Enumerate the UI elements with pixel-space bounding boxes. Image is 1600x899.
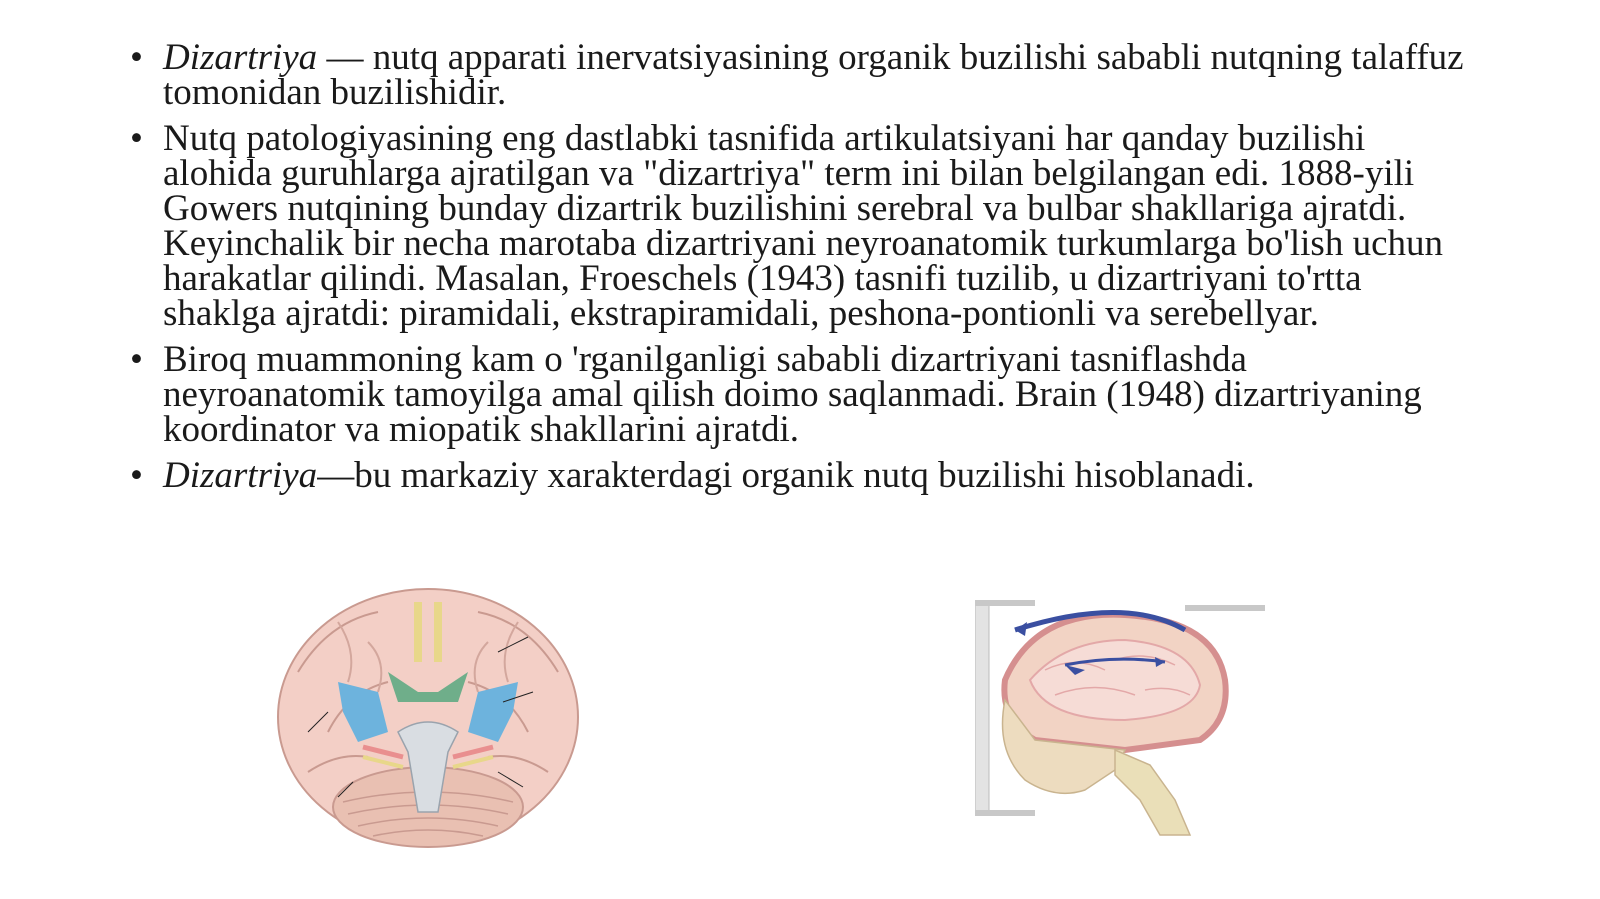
bullet-text: Nutq patologiyasining eng dastlabki tasnifida artikulatsiyani har qanday buzilishi alohida guruhlarga ajratilgan va "dizartriya" term ini bilan belgilangan edi. 1888-yili Gowers nutqining bunday dizartrik buzilishini serebral va bulbar shakllariga ajratdi. Keyinchalik bir necha marotaba dizartriyani neyroanatomik turkumlarga bo'lish uchun harakatlar qilindi. Masalan, Froeschels (1943) tasnifi tuzilib, u dizartriyani to'rtta shaklga ajratdi: piramidali, ekstrapiramidali, peshona-pontionli va serebellyar. (163, 118, 1444, 334)
brain-inferior-view-illustration (268, 582, 588, 852)
skull-brain-sagittal-illustration (975, 600, 1285, 840)
bullet-list (130, 37, 1470, 496)
bullet-marker: • (130, 339, 143, 380)
bullet-item (130, 37, 1470, 113)
bullet-text: —bu markaziy xarakterdagi organik nutq buzilishi hisoblanadi. (317, 455, 1255, 496)
bullet-text: — nutq apparati inervatsiyasining organik buzilishi sababli nutqning talaffuz tomonidan buzilishidir. (163, 37, 1464, 113)
bullet-item (130, 455, 1470, 496)
bullet-marker: • (130, 118, 143, 159)
bullet-term: Dizartriya (163, 455, 318, 496)
bullet-term: Dizartriya (163, 37, 318, 78)
bullet-item (130, 118, 1470, 334)
bullet-item (130, 339, 1470, 450)
bullet-marker: • (130, 455, 143, 496)
bullet-text: Biroq muammoning kam o 'rganilganligi sababli dizartriyani tasniflashda neyroanatomik tamoyilga amal qilish doimo saqlanmadi. Brain (1948) dizartriyaning koordinator va miopatik shakllarini ajratdi. (163, 339, 1422, 450)
bullet-marker: • (130, 37, 143, 78)
